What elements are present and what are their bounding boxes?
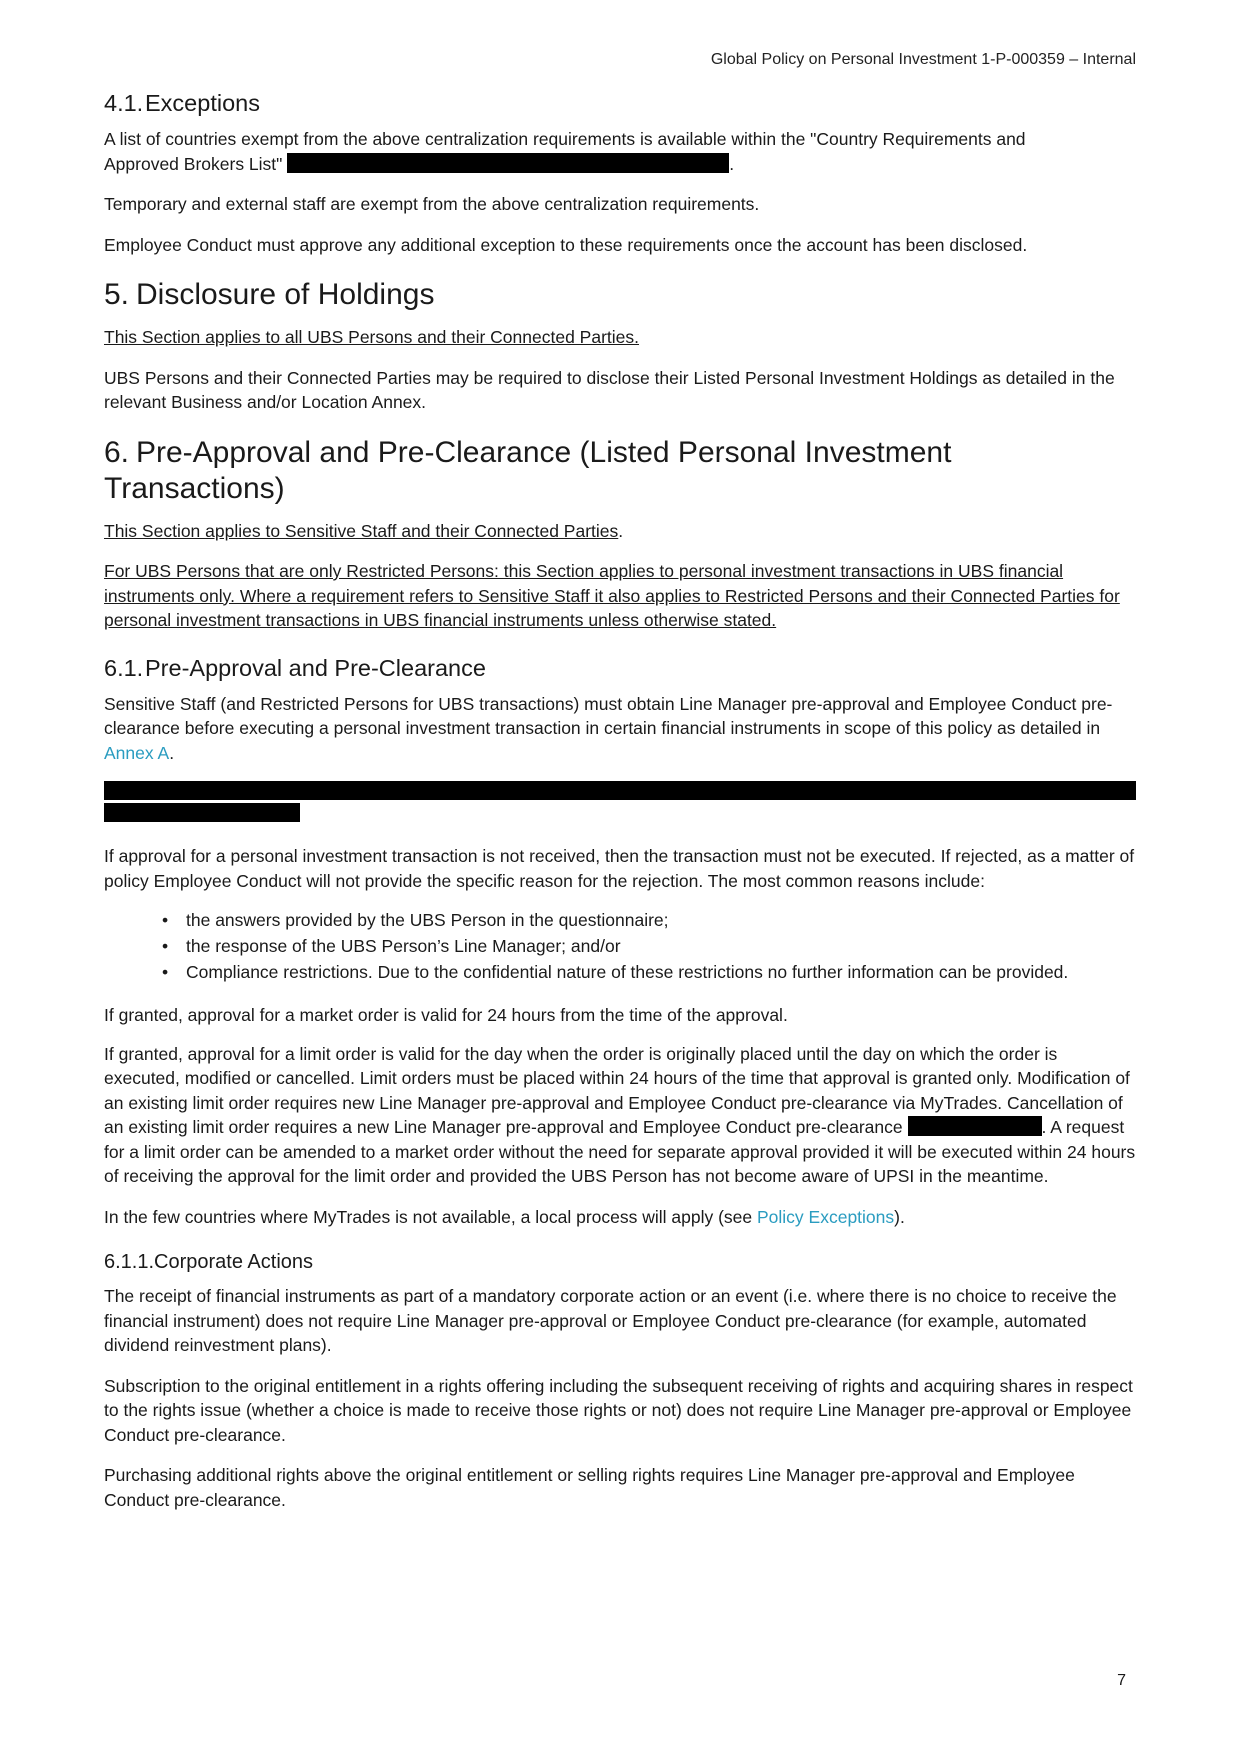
page-content: [104, 88, 1136, 1512]
bullet-icon: •: [162, 910, 169, 930]
section-number: 6.: [104, 435, 130, 469]
list-item: [104, 907, 1136, 933]
page-header: Global Policy on Personal Investment 1-P-000359 – Internal: [710, 51, 1136, 68]
text: If granted, approval for a limit order is valid for the day when the order is originally placed until the day on which the order is executed, modified or cancelled. Limit orders must be placed within 24 hours of the time that approval is granted only. Modification of an existing limit order requires new Line Manager pre-approval and Employee Conduct pre-clearance via MyTrades. Cancellation of an existing limit order requires a new Line Manager pre-approval and Employee Conduct pre-clearance: [104, 1043, 1130, 1137]
text: ).: [894, 1206, 905, 1227]
paragraph: If approval for a personal investment transaction is not received, then the transaction must not be executed. If rejected, as a matter of policy Employee Conduct will not provide the specific reason for the rejection. The most common reasons include:: [104, 846, 1135, 891]
list-item: [104, 933, 1136, 959]
scope-statement: [104, 519, 1136, 544]
redaction-block: [104, 781, 1136, 800]
paragraph: Purchasing additional rights above the original entitlement or selling rights requires Line Manager pre-approval and Employee Conduct pre-clearance.: [104, 1465, 1075, 1510]
section-number: 5.: [104, 278, 130, 311]
text: This Section applies to Sensitive Staff and their Connected Parties: [104, 520, 619, 541]
list-item: [104, 959, 1136, 985]
redacted-paragraph: [104, 781, 1136, 822]
section-title: Disclosure of Holdings: [136, 278, 435, 311]
text: Compliance restrictions. Due to the confidential nature of these restrictions no further information can be provided.: [186, 962, 1069, 982]
section-number: 4.1.: [104, 90, 144, 116]
scope-statement: This Section applies to all UBS Persons and their Connected Parties.: [104, 327, 640, 347]
page-number: 7: [1117, 1672, 1126, 1689]
section-title: Pre-Approval and Pre-Clearance (Listed Personal Investment Transactions): [104, 435, 952, 505]
paragraph: The receipt of financial instruments as part of a mandatory corporate action or an event (i.e. where there is no choice to receive the financial instrument) does not require Line Manager pre-approval or Employee Conduct pre-clearance (for example, automated dividend reinvestment plans).: [104, 1286, 1117, 1355]
document-page: [104, 0, 1136, 1754]
redaction-block: [908, 1116, 1042, 1136]
text: A list of countries exempt from the above centralization requirements is available within the "Country Requirements and: [104, 129, 1026, 149]
redaction-block: [104, 803, 300, 822]
text: . A request for a limit order can be amended to a market order without the need for separate approval provided it will be executed within 24 hours of receiving the approval for the limit order and provided the UBS Person has not become aware of UPSI in the meantime.: [104, 1117, 1136, 1186]
paragraph: Subscription to the original entitlement in a rights offering including the subsequent receiving of rights and acquiring shares in respect to the rights issue (whether a choice is made to receive those rights or not) does not require Line Manager pre-approval or Employee Conduct pre-clearance.: [104, 1375, 1133, 1445]
text: the answers provided by the UBS Person in the questionnaire;: [186, 910, 669, 930]
text: In the few countries where MyTrades is not available, a local process will apply (see: [104, 1206, 753, 1227]
section-6-1-heading: [104, 653, 1136, 683]
paragraph: UBS Persons and their Connected Parties may be required to disclose their Listed Personal Investment Holdings as detailed in the relevant Business and/or Location Annex.: [104, 367, 1115, 412]
annex-a-link[interactable]: Annex A: [104, 742, 170, 763]
redaction-block: [287, 153, 729, 173]
text: Sensitive Staff (and Restricted Persons for UBS transactions) must obtain Line Manager pre-approval and Employee Conduct pre-clearance before executing a personal investment transaction in certain financial instruments in scope of this policy as detailed in: [104, 693, 1113, 738]
text: Approved Brokers List": [104, 153, 283, 174]
text: .: [169, 742, 175, 763]
section-title: Corporate Actions: [154, 1251, 314, 1273]
bullet-icon: •: [162, 962, 169, 982]
paragraph: [104, 692, 1136, 766]
section-number: 6.1.1.: [104, 1251, 155, 1273]
section-6-1-1-heading: [104, 1249, 1136, 1275]
paragraph: [104, 1205, 1136, 1230]
text: .: [729, 153, 735, 174]
section-title: Exceptions: [145, 90, 260, 116]
text: the response of the UBS Person’s Line Manager; and/or: [186, 936, 621, 956]
bullet-icon: •: [162, 936, 169, 956]
paragraph: [104, 127, 1136, 176]
paragraph: [104, 1042, 1136, 1189]
paragraph: Temporary and external staff are exempt from the above centralization requirements.: [104, 194, 760, 214]
reasons-list: [104, 907, 1136, 985]
section-number: 6.1.: [104, 654, 144, 681]
paragraph: If granted, approval for a market order is valid for 24 hours from the time of the approval.: [104, 1005, 788, 1025]
restricted-persons-note: For UBS Persons that are only Restricted Persons: this Section applies to personal investment transactions in UBS financial instruments only. Where a requirement refers to Sensitive Staff it also applies to Restricted Persons and their Connected Parties for personal investment transactions in UBS financial instruments unless otherwise stated.: [104, 561, 1120, 630]
text: .: [618, 520, 624, 541]
section-6-heading: [104, 435, 1136, 507]
section-4-1-heading: [104, 88, 1136, 118]
policy-exceptions-link[interactable]: Policy Exceptions: [757, 1206, 895, 1227]
paragraph: Employee Conduct must approve any additional exception to these requirements once the account has been disclosed.: [104, 234, 1028, 255]
section-title: Pre-Approval and Pre-Clearance: [145, 654, 486, 681]
section-5-heading: [104, 277, 1136, 313]
